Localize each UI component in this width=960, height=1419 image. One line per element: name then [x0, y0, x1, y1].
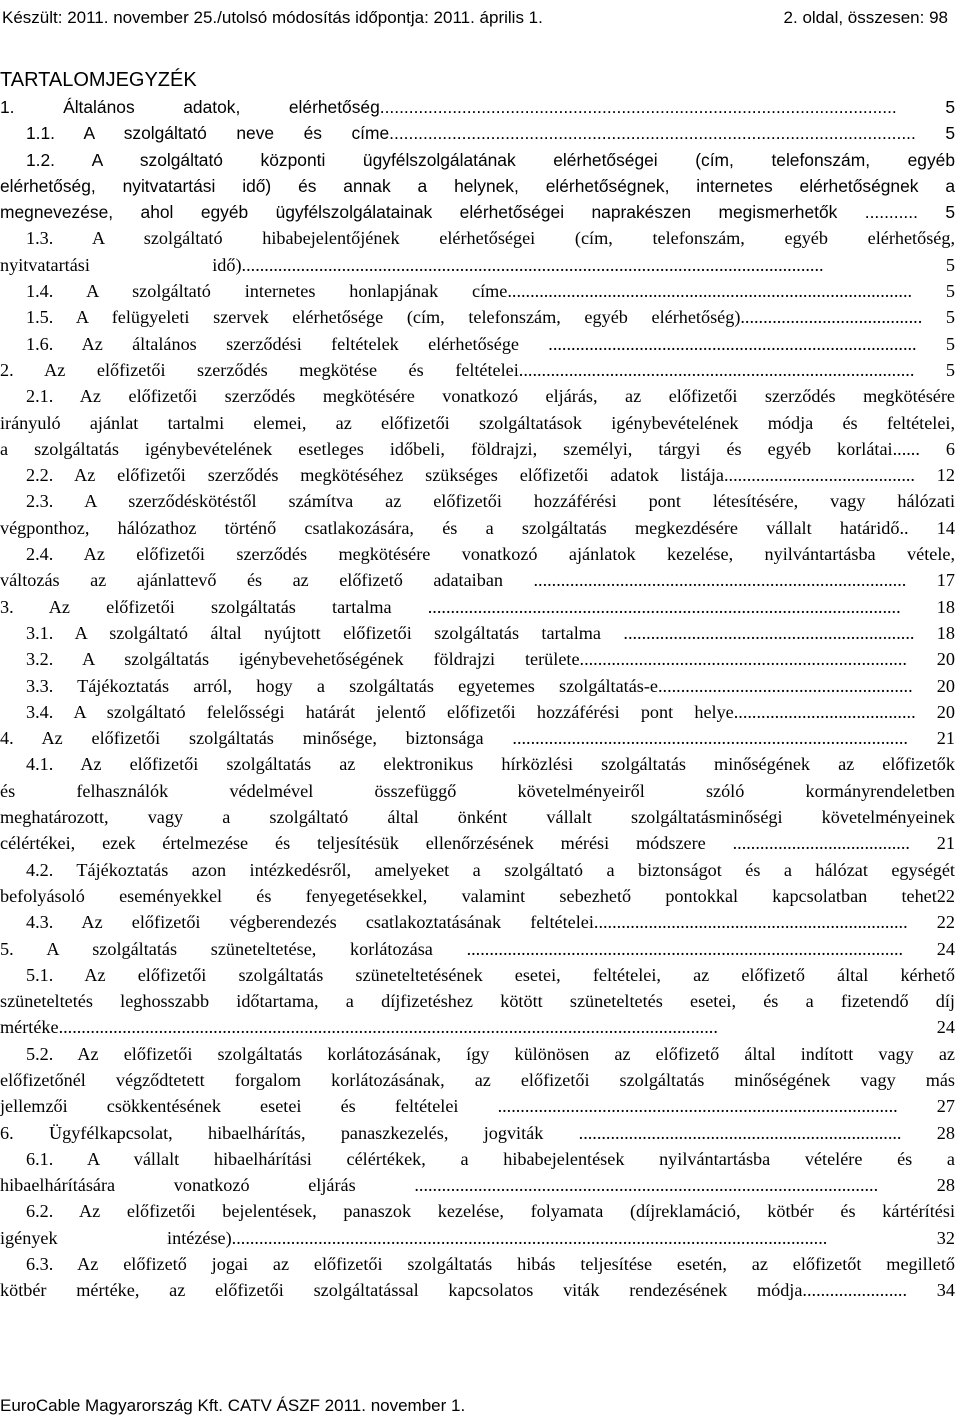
toc-entry[interactable] [0, 225, 955, 278]
toc-entry-line: igények intézése)................................................................................................................................... 32 [0, 1227, 955, 1248]
toc-entry-line: hibaelhárítására vonatkozó eljárás ...................................................................................................... 28 [0, 1175, 955, 1196]
toc-entry-line: mértéke................................................................................................................................................. 24 [0, 1017, 955, 1038]
toc-entry[interactable] [0, 331, 955, 357]
toc-entry-line: 6. Ügyfélkapcsolat, hibaelhárítás, panaszkezelés, jogviták ....................................................................... 28 [0, 1122, 955, 1143]
toc-entry-line: 4.2. Tájékoztatás azon intézkedésről, amelyeket a szolgáltató a biztonságot és a hálózat egységét [26, 859, 955, 880]
toc-entry[interactable] [0, 751, 955, 856]
toc-entry-line: előfizetőnél végződtetett forgalom korlátozásának, az előfizetői szolgáltatás minőségének vagy más [0, 1069, 955, 1090]
toc-entry[interactable] [0, 1198, 955, 1251]
toc-entry-line: jellemzői csökkentésének esetei és feltételei ........................................................................................ 27 [0, 1096, 955, 1117]
toc-entry[interactable] [0, 278, 955, 304]
toc-entry-line: 1.5. A felügyeleti szervek elérhetősége (cím, telefonszám, egyéb elérhetőség)........................................ 5 [26, 307, 955, 328]
toc-entry-line: 2. Az előfizetői szerződés megkötése és feltételei....................................................................................... 5 [0, 359, 955, 380]
toc-entry-line: a szolgáltatás igénybevételének esetleges időbeli, földrajzi, személyi, tárgyi és egyéb korlátai...... 6 [0, 438, 955, 459]
toc-entry-line: 1. Általános adatok, elérhetőség........................................................................................................... 5 [0, 97, 955, 117]
toc-entry[interactable] [0, 304, 955, 330]
toc-entry-line: 4. Az előfizetői szolgáltatás minősége, biztonsága ....................................................................................... 21 [0, 728, 955, 749]
toc-entry-line: irányuló ajánlat tartalmi elemei, az előfizetői szolgáltatások igénybevételének módja és feltételei, [0, 412, 955, 433]
toc-entry-line: változás az ajánlattevő és az előfizető adataiban .................................................................................. 17 [0, 570, 955, 591]
toc-entry[interactable] [0, 594, 955, 620]
toc-entry-line: elérhetőség, nyitvatartási idő) és annak a helynek, elérhetőségnek, internetes elérhetőségnek a [0, 175, 955, 196]
toc-entry-line: 2.1. Az előfizetői szerződés megkötésére vonatkozó eljárás, az előfizetői szerződés megkötésére [26, 386, 955, 407]
toc-entry[interactable] [0, 147, 955, 226]
toc-title: TARTALOMJEGYZÉK [0, 69, 197, 91]
toc-entry-line: 6.2. Az előfizetői bejelentések, panaszok kezelése, folyamata (díjreklamáció, kötbér és kártérítési [26, 1201, 955, 1222]
toc-entry-line: 3.2. A szolgáltatás igénybevehetőségének földrajzi területe........................................................................ 20 [26, 649, 955, 670]
toc-entry-line: célértékei, ezek értelmezése és teljesítésük ellenőrzésének mérési módszere ....................................... 21 [0, 833, 955, 854]
table-of-contents [0, 94, 955, 1304]
toc-entry[interactable] [0, 699, 955, 725]
header-left-text: Készült: 2011. november 25./utolsó módosítás időpontja: 2011. április 1. [2, 8, 543, 27]
toc-entry-line: 3.3. Tájékoztatás arról, hogy a szolgáltatás egyetemes szolgáltatás-e........................................................ 20 [26, 675, 955, 696]
toc-entry-line: végponthoz, hálózathoz történő csatlakozására, és a szolgáltatás megkezdésére vállalt határidő.. 14 [0, 517, 955, 538]
toc-entry-line: 1.3. A szolgáltató hibabejelentőjének elérhetőségei (cím, telefonszám, egyéb elérhetőség, [26, 228, 955, 249]
page-footer: EuroCable Magyarország Kft. CATV ÁSZF 2011. november 1. [0, 1396, 466, 1415]
toc-entry-line: 2.3. A szerződéskötéstől számítva az előfizetői hozzáférési pont létesítésére, vagy hálózati [26, 491, 955, 512]
toc-entry[interactable] [0, 1120, 955, 1146]
toc-entry-line: 3. Az előfizetői szolgáltatás tartalma ........................................................................................................ 18 [0, 596, 955, 617]
toc-entry-line: 1.1. A szolgáltató neve és címe............................................................................................................. 5 [26, 123, 955, 144]
toc-entry-line: meghatározott, vagy a szolgáltató által önként vállalt szolgáltatásminőségi követelményeinek [0, 807, 955, 828]
toc-entry-line: 2.4. Az előfizetői szerződés megkötésére vonatkozó ajánlatok kezelése, nyilvántartásba vétele, [26, 544, 955, 565]
page-header [0, 4, 960, 32]
toc-entry[interactable] [0, 357, 955, 383]
toc-entry[interactable] [0, 962, 955, 1041]
toc-entry-line: 2.2. Az előfizetői szerződés megkötéséhez szükséges előfizetői adatok listája.......................................... 12 [26, 465, 955, 486]
toc-entry-line: 1.4. A szolgáltató internetes honlapjának címe......................................................................................... 5 [26, 281, 955, 302]
toc-entry-line: kötbér mértéke, az előfizetői szolgáltatással kapcsolatos viták rendezésének módja....................... 34 [0, 1280, 955, 1301]
toc-entry-line: és felhasználók védelmével összefüggő követelményeiről szóló kormányrendeletben [0, 780, 955, 801]
toc-entry-line: 3.1. A szolgáltató által nyújtott előfizetői szolgáltatás tartalma ................................................................ 18 [26, 622, 955, 643]
toc-entry-line: 1.2. A szolgáltató központi ügyfélszolgálatának elérhetőségei (cím, telefonszám, egyéb [26, 149, 955, 170]
toc-entry-line: 5.1. Az előfizetői szolgáltatás szüneteltetésének esetei, feltételei, az előfizető által kérhető [26, 964, 955, 985]
toc-entry-line: 4.3. Az előfizetői végberendezés csatlakoztatásának feltételei..................................................................... 22 [26, 912, 955, 933]
toc-entry-line: 5. A szolgáltatás szüneteltetése, korlátozása ................................................................................................ 24 [0, 938, 955, 959]
toc-entry-line: 5.2. Az előfizetői szolgáltatás korlátozásának, így különösen az előfizető által indított vagy az [26, 1043, 955, 1064]
toc-entry-line: 4.1. Az előfizetői szolgáltatás az elektronikus hírközlési szolgáltatás minőségének az előfizetők [26, 754, 955, 775]
toc-entry[interactable] [0, 673, 955, 699]
toc-entry-line: befolyásoló eseményekkel és fenyegetésekkel, valamint sebezhető pontokkal kapcsolatban tehet22 [0, 885, 955, 906]
toc-entry[interactable] [0, 94, 955, 120]
header-page-indicator: 2. oldal, összesen: 98 [783, 8, 948, 27]
toc-entry[interactable] [0, 936, 955, 962]
toc-entry[interactable] [0, 1251, 955, 1304]
toc-entry[interactable] [0, 488, 955, 541]
toc-entry[interactable] [0, 1146, 955, 1199]
toc-entry[interactable] [0, 462, 955, 488]
toc-entry[interactable] [0, 1041, 955, 1120]
toc-entry-line: nyitvatartási idő)................................................................................................................................ 5 [0, 254, 955, 275]
toc-entry[interactable] [0, 620, 955, 646]
toc-entry[interactable] [0, 725, 955, 751]
toc-entry[interactable] [0, 120, 955, 146]
toc-entry-line: 6.3. Az előfizető jogai az előfizetői szolgáltatás hibás teljesítése esetén, az előfizetőt megillető [26, 1254, 955, 1275]
toc-entry-line: 3.4. A szolgáltató felelősségi határát jelentő előfizetői hozzáférési pont helye........................................ 20 [26, 701, 955, 722]
toc-entry-line: 1.6. Az általános szerződési feltételek elérhetősége ................................................................................. 5 [26, 333, 955, 354]
toc-entry-line: 6.1. A vállalt hibaelhárítási célértékek, a hibabejelentések nyilvántartásba vételére és a [26, 1148, 955, 1169]
toc-entry[interactable] [0, 857, 955, 910]
toc-entry[interactable] [0, 383, 955, 462]
toc-entry[interactable] [0, 541, 955, 594]
toc-entry-line: megnevezése, ahol egyéb ügyfélszolgálatainak elérhetőségei naprakészen megismerhetők ........... 5 [0, 202, 955, 223]
toc-entry-line: szüneteltetés leghosszabb időtartama, a díjfizetéshez kötött szüneteltetés esetei, és a fizetendő díj [0, 991, 955, 1012]
toc-entry[interactable] [0, 646, 955, 672]
toc-entry[interactable] [0, 909, 955, 935]
